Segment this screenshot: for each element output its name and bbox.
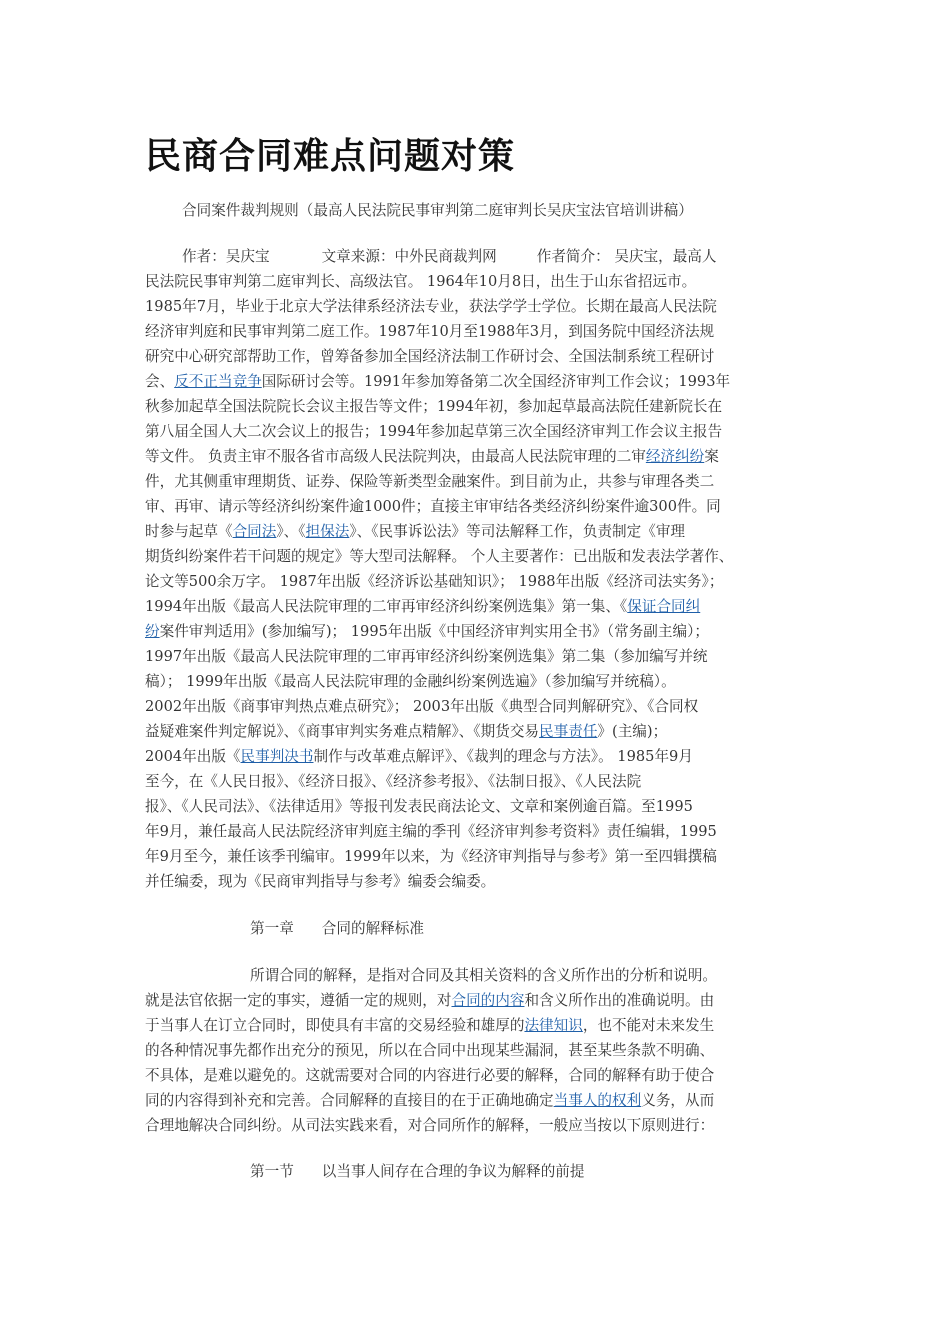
chapter-heading [250,920,424,938]
link-anti-unfair-competition[interactable]: 反不正当竞争 [174,373,262,390]
para-line: 不具体，是难以避免的。这就需要对合同的内容进行必要的解释，合同的解释有助于使合 [145,1067,715,1084]
link-civil-judgment[interactable]: 民事判决书 [240,748,314,765]
text: 和含义所作出的准确说明。由 [524,992,715,1009]
text: 1994年出版《最高人民法院审理的二审再审经济纠纷案例选集》第一集、《 [145,598,628,615]
bio-line: 2002年出版《商事审判热点难点研究》； 2003年出版《典型合同判解研究》、《合同权 [145,698,699,715]
text: 》、《民事诉讼法》等司法解释工作，负责制定《审理 [349,523,686,540]
bio-line: 秋参加起草全国法院院长会议主报告等文件；1994年初，参加起草最高法院任建新院长在 [145,398,723,415]
page-title: 民商合同难点问题对策 [145,136,516,177]
bio-line [145,448,719,466]
chapter-label: 第一章 [250,920,294,937]
bio-line [145,723,667,741]
bio-line: 审、再审、请示等经济纠纷案件逾1000件；直接主审审结各类经济纠纷案件逾300件。同 [145,498,721,515]
link-economic-dispute[interactable]: 经济纠纷 [645,448,705,465]
text: 案件审判适用》(参加编写)； 1995年出版《中国经济审判实用全书》（常务副主编）； [159,623,709,640]
text: 于当事人在订立合同时，即使具有丰富的交易经验和雄厚的 [145,1017,525,1034]
text: ，也不能对未来发生 [582,1017,715,1034]
section-heading [250,1163,585,1181]
para-line: 所谓合同的解释，是指对合同及其相关资料的含义所作出的分析和说明。 [250,967,718,984]
article-source: 文章来源：中外民商裁判网 [321,248,497,265]
text: 》(主编)； [597,723,668,740]
bio-line: 1985年7月，毕业于北京大学法律系经济法专业，获法学学士学位。长期在最高人民法院 [145,298,717,315]
bio-line: 年9月至今，兼任该季刊编审。1999年以来，为《经济审判指导与参考》第一至四辑撰稿 [145,848,717,865]
text: 益疑难案件判定解说》、《商事审判实务难点精解》、《期货交易 [145,723,540,740]
text: 就是法官依据一定的事实，遵循一定的规则，对 [145,992,452,1009]
text: 国际研讨会等。1991年参加筹备第二次全国经济审判工作会议；1993年 [261,373,731,390]
author: 作者：吴庆宝 [182,248,270,265]
link-legal-knowledge[interactable]: 法律知识 [524,1017,583,1034]
bio-line: 并任编委，现为《民商审判指导与参考》编委会编委。 [145,873,496,890]
link-contract-content[interactable]: 合同的内容 [451,992,525,1009]
text: 2004年出版《 [145,748,241,765]
text: 案 [704,448,719,465]
author-line [182,248,716,266]
bio-line [145,523,685,541]
bio-line: 年9月，兼任最高人民法院经济审判庭主编的季刊《经济审判参考资料》责任编辑，1995 [145,823,717,840]
bio-line: 期货纠纷案件若干问题的规定》等大型司法解释。 个人主要著作：已出版和发表法学著作、 [145,548,734,565]
bio-line: 1997年出版《最高人民法院审理的二审再审经济纠纷案例选集》第二集（参加编写并统 [145,648,708,665]
para-line [145,992,714,1010]
bio-line: 论文等500余万字。 1987年出版《经济诉讼基础知识》； 1988年出版《经济司法实务》； [145,573,724,590]
link-civil-liability[interactable]: 民事责任 [539,723,598,740]
text: 》、《 [276,523,306,540]
link-guarantee-law[interactable]: 担保法 [305,523,350,540]
text: 同的内容得到补充和完善。合同解释的直接目的在于正确地确定 [145,1092,554,1109]
subtitle: 合同案件裁判规则（最高人民法院民事审判第二庭审判长吴庆宝法官培训讲稿） [182,202,693,219]
bio-line: 经济审判庭和民事审判第二庭工作。1987年10月至1988年3月，到国务院中国经济法规 [145,323,715,340]
author-intro: 作者简介： 吴庆宝，最高人 [536,248,717,265]
link-guarantee-contract-dispute[interactable]: 保证合同纠 [627,598,701,615]
bio-line [145,623,709,641]
text: 时参与起草《 [145,523,233,540]
link-party-rights[interactable]: 当事人的权利 [553,1092,642,1109]
text: 会、 [145,373,175,390]
bio-line: 民法院民事审判第二庭审判长、高级法官。 1964年10月8日，出生于山东省招远市。 [145,273,697,290]
bio-line: 研究中心研究部帮助工作，曾筹备参加全国经济法制工作研讨会、全国法制系统工程研讨 [145,348,715,365]
bio-line: 第八届全国人大二次会议上的报告；1994年参加起草第三次全国经济审判工作会议主报告 [145,423,723,440]
section-label: 第一节 [250,1163,294,1180]
link-contract-law[interactable]: 合同法 [232,523,277,540]
bio-line: 至今，在《人民日报》、《经济日报》、《经济参考报》、《法制日报》、《人民法院 [145,773,642,790]
bio-line [145,598,700,616]
bio-line: 件，尤其侧重审理期货、证券、保险等新类型金融案件。到目前为止，共参与审理各类二 [145,473,715,490]
para-line: 的各种情况事先都作出充分的预见，所以在合同中出现某些漏洞，甚至某些条款不明确、 [145,1042,715,1059]
para-line [145,1017,714,1035]
para-line [145,1092,714,1110]
para-line: 合理地解决合同纠纷。从司法实践来看，对合同所作的解释，一般应当按以下原则进行： [145,1117,715,1134]
bio-line [145,373,730,391]
bio-line: 稿）； 1999年出版《最高人民法院审理的金融纠纷案例选遍》（参加编写并统稿）。 [145,673,676,690]
text: 义务，从而 [641,1092,715,1109]
section-title: 以当事人间存在合理的争议为解释的前提 [321,1163,585,1180]
text: 制作与改革难点解评》、《裁判的理念与方法》。 1985年9月 [313,748,693,765]
bio-line [145,748,693,766]
bio-line: 报》、《人民司法》、《法律适用》等报刊发表民商法论文、文章和案例逾百篇。至1995 [145,798,693,815]
link-guarantee-contract-dispute-cont[interactable]: 纷 [145,623,160,640]
chapter-title: 合同的解释标准 [321,920,424,937]
text: 等文件。 负责主审不服各省市高级人民法院判决，由最高人民法院审理的二审 [145,448,646,465]
